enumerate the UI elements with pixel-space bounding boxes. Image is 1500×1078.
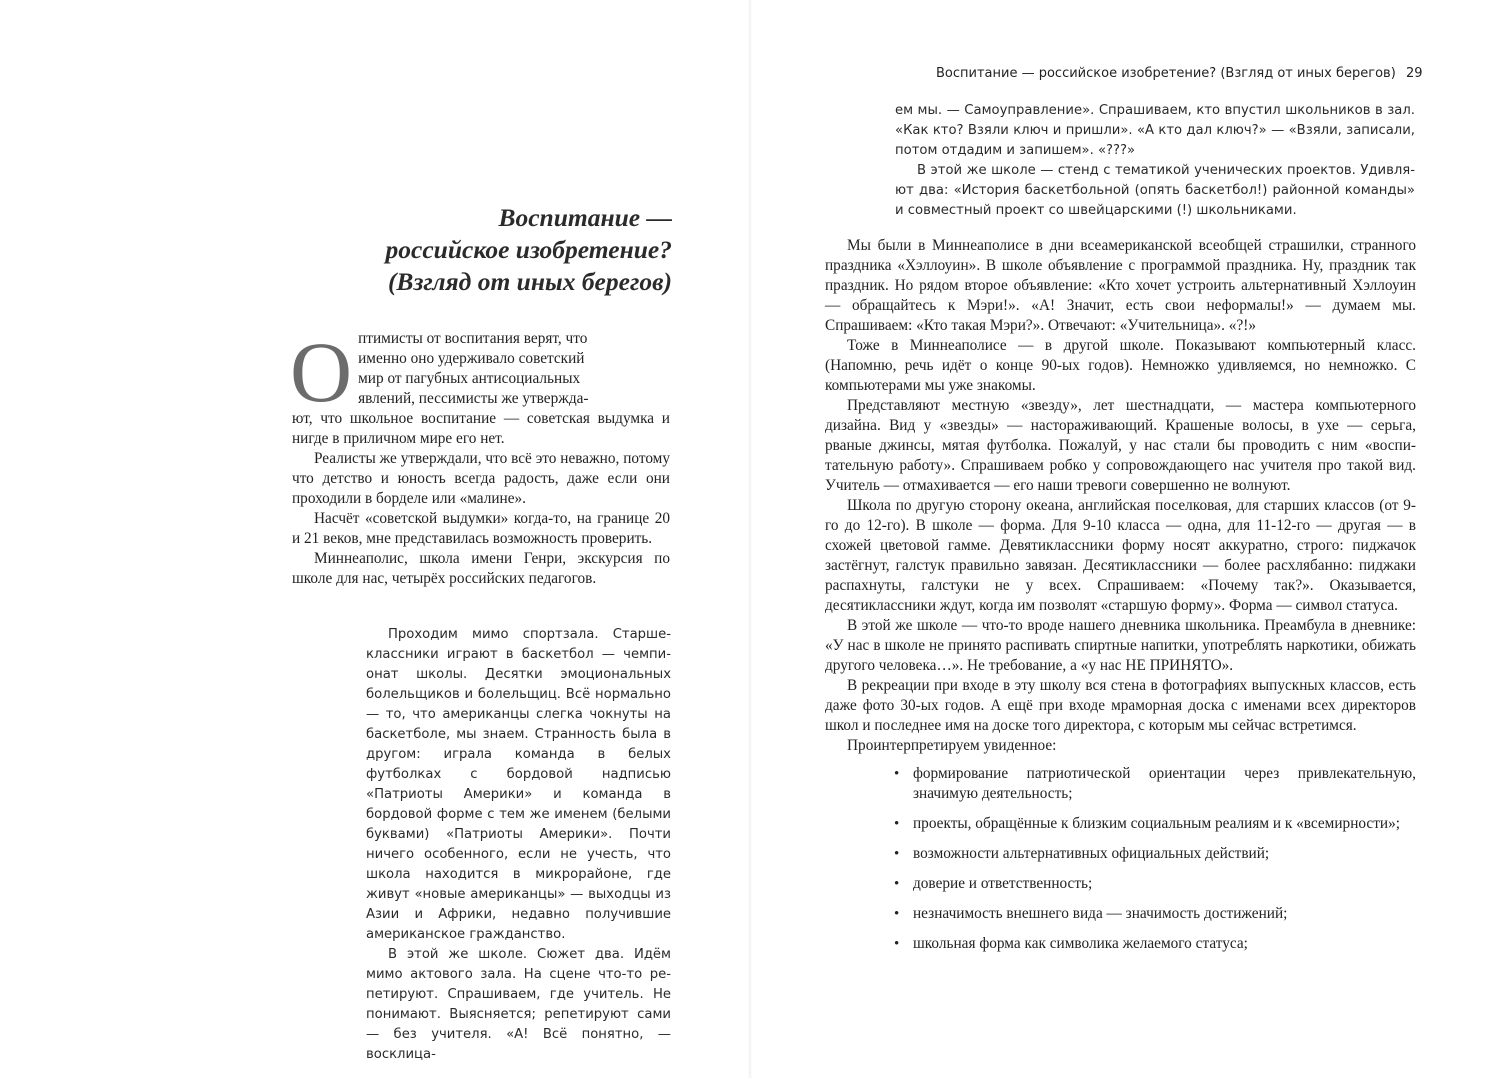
bullet-item: [825, 764, 1416, 804]
paragraph: В этой же школе — что-то вроде нашего дневника школьника. Преамбула в дневнике: «У нас в школе не принято распивать спиртные напитки, употреблять наркотики, обижать другого человека…». Не требование, а «у нас НЕ ПРИНЯТО».: [825, 617, 1416, 674]
bullet-text: проекты, обращённые к близким социальным реалиям и к «всемирности»;: [913, 815, 1400, 832]
left-main-text: [290, 324, 670, 589]
chapter-title-line: Воспитание —: [498, 203, 672, 232]
paragraph: Тоже в Миннеаполисе — в другой школе. Показывают компьютерный класс. (Напомню, речь идёт о конце 90-ых годов). Немножко удивляемся, но немножко. С компьютерами мы уже знакомы.: [825, 337, 1416, 394]
inset-paragraph: ем мы. — Самоуправление». Спрашиваем, кто впустил школьников в зал. «Как кто? Взяли ключ и пришли». «А кто дал ключ?» — «Взяли, записали, потом отдадим и запишем». «???»: [895, 103, 1415, 158]
opening-line: птимисты от воспитания верят, что: [358, 330, 588, 347]
paragraph: Представляют местную «звезду», лет шестнадцати, — мастера компьютерного дизайна. Вид у «звезды» — настораживающий. Крашеные волосы, в ухе — серьга, рваные джинсы, мятая футболка. Пожалуй, у нас стали бы проводить с ним «воспитательную работу». Спрашиваем робко у сопровождающего нас учителя про такой вид. Учитель — отмахивается — его наши тревоги совершенно не волнуют.: [825, 397, 1416, 494]
opening-rest: ют, что школьное воспитание — советская выдумка и нигде в приличном мире его нет.: [292, 410, 670, 447]
right-page: [750, 0, 1500, 1078]
running-head: Воспитание — российское изобретение? (Взгляд от иных берегов): [936, 66, 1396, 81]
paragraph: Школа по другую сторону океана, английская поселковая, для старших классов (от 9-го до 12-го). В школе — форма. Для 9-10 класса — одна, для 11-12-го — другая — в схожей цветовой гамме. Девятиклассники форму носят аккуратно, строго: пиджачок застёгнут, галстук правильно завязан. Десятиклассники — более расхлябанно: пиджаки распахнуты, галстуки не у всех. Спрашиваем: «Почему так?». Оказывается, десятиклассники ждут, когда им позволят «старшую форму». Форма — символ статуса.: [825, 497, 1416, 614]
bullet-icon: •: [894, 906, 900, 922]
bullet-list: [825, 764, 1416, 954]
inset-paragraph: В этой же школе — стенд с тематикой ученических проектов. Удивляют два: «История баскетбольной (опять баскетбол!) районной команды» и совместный проект со швейцарскими (!) школьниками.: [895, 163, 1415, 218]
bullet-icon: •: [894, 936, 900, 952]
inset-paragraph: В этой же школе. Сюжет два. Идём мимо актового зала. На сцене что-то репетируют. Спрашиваем, где учитель. Не понимают. Выясняется; репетируют сами — без учителя. «А! Всё понятно, — восклица-: [366, 947, 671, 1062]
chapter-title-line: российское изобретение?: [385, 235, 672, 264]
opening-line: мир от пагубных антисоциальных: [358, 370, 581, 387]
bullet-text: формирование патриотической ориентации через привлекательную, значимую деятельность;: [913, 765, 1416, 802]
right-main-text: [825, 236, 1416, 964]
drop-cap: О: [290, 324, 353, 420]
paragraph: Насчёт «советской выдумки» когда-то, на границе 20 и 21 веков, мне представилась возможность проверить.: [292, 510, 670, 547]
bullet-text: доверие и ответственность;: [913, 875, 1093, 892]
bullet-text: возможности альтернативных официальных действий;: [913, 845, 1270, 862]
right-inset-text: [895, 101, 1415, 221]
bullet-item: [825, 934, 1416, 954]
opening-line: именно оно удерживало советский: [358, 350, 585, 367]
inset-paragraph: Проходим мимо спортзала. Старшеклассники играют в баскетбол — чемпионат школы. Десятки эмоциональных болельщиков и болельщиц. Всё нормально — то, что американцы слегка чокнуты на баскетболе, мы знаем. Странность была в другом: играла команда в белых футболках с бордовой надписью «Патриоты Америки» и команда в бордовой форме с тем же именем (белыми буквами) «Патриоты Америки». Почти ничего особенного, если не учесть, что школа находится в микрорайоне, где живут «новые американцы» — выходцы из Азии и Африки, недавно получившие американское гражданство.: [366, 627, 671, 942]
bullet-item: [825, 844, 1416, 864]
left-inset-text: [366, 625, 671, 1065]
chapter-title: [330, 202, 672, 298]
paragraph: Реалисты же утверждали, что всё это неважно, потому что детство и юность всегда радость, даже если они проходили в борделе или «малине».: [292, 450, 670, 507]
bullet-item: [825, 904, 1416, 924]
bullet-icon: •: [894, 876, 900, 892]
bullet-text: незначимость внешнего вида — значимость достижений;: [913, 905, 1288, 922]
bullet-item: [825, 814, 1416, 834]
paragraph: Проинтерпретируем увиденное:: [847, 737, 1057, 754]
paragraph: Миннеаполис, школа имени Генри, экскурсия по школе для нас, четырёх российских педагогов.: [292, 550, 670, 587]
page-number: 29: [1406, 66, 1423, 81]
opening-line: явлений, пессимисты же утвержда-: [358, 390, 589, 407]
bullet-icon: •: [894, 846, 900, 862]
bullet-item: [825, 874, 1416, 894]
paragraph: Мы были в Миннеаполисе в дни всеамериканской всеобщей страшилки, странного праздника «Хэллоуин». В школе объявление с программой праздника. Ну, праздник так праздник. Но рядом второе объявление: «Кто хочет устроить альтернативный Хэллоуин — обращайтесь к Мэри!». «А! Значит, есть свои неформалы!» — думаем мы. Спрашиваем: «Кто такая Мэри?». Отвечают: «Учительница». «?!»: [825, 237, 1416, 334]
bullet-text: школьная форма как символика желаемого статуса;: [913, 935, 1248, 952]
bullet-icon: •: [894, 816, 900, 832]
chapter-title-line: (Взгляд от иных берегов): [387, 267, 672, 296]
bullet-icon: •: [894, 766, 900, 782]
paragraph: В рекреации при входе в эту школу вся стена в фотографиях выпускных классов, есть даже фото 30-ых годов. А ещё при входе мраморная доска с именами всех директоров школ и последнее имя на доске того директора, с которым мы сейчас встретимся.: [825, 677, 1416, 734]
opening-paragraph: [290, 324, 670, 449]
